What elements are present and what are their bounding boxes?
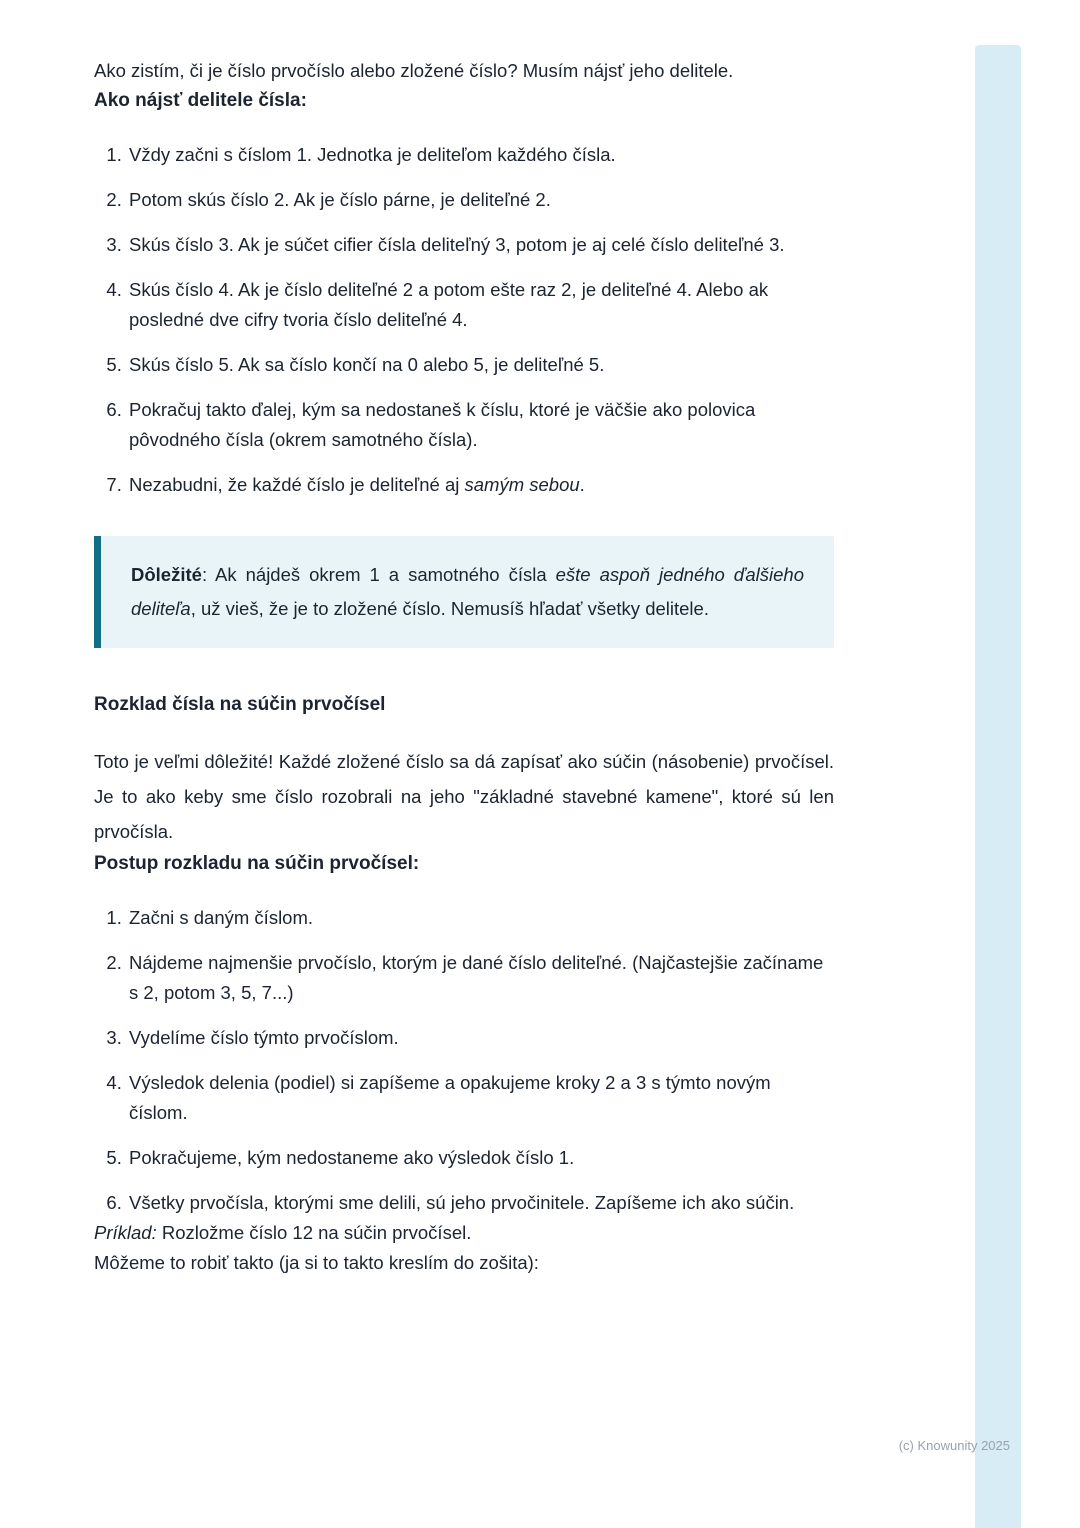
list-item	[127, 185, 834, 215]
list-item-text: Všetky prvočísla, ktorými sme delili, sú jeho prvočinitele. Zapíšeme ich ako súčin.	[129, 1192, 795, 1213]
important-callout	[94, 536, 834, 648]
list-item	[127, 470, 834, 500]
example-label: Príklad:	[94, 1222, 157, 1243]
heading-decomposition-steps: Postup rozkladu na súčin prvočísel:	[94, 853, 420, 874]
callout-paragraph	[131, 558, 804, 626]
watermark: (c) Knowunity 2025	[898, 1438, 1010, 1453]
list-item	[127, 1023, 834, 1053]
list-item	[127, 903, 834, 933]
list-item	[127, 1188, 834, 1218]
example-text: Rozložme číslo 12 na súčin prvočísel.	[156, 1222, 472, 1243]
callout-text: , už vieš, že je to zložené číslo. Nemusíš hľadať všetky delitele.	[190, 598, 709, 619]
list-item	[127, 395, 834, 455]
heading-decomposition: Rozklad čísla na súčin prvočísel	[94, 694, 386, 715]
list-item-text: Pokračujeme, kým nedostaneme ako výsledok číslo 1.	[129, 1147, 575, 1168]
list-item-text: Vydelíme číslo týmto prvočíslom.	[129, 1027, 399, 1048]
decomposition-paragraph: Toto je veľmi dôležité! Každé zložené číslo sa dá zapísať ako súčin (násobenie) prvočísel. Je to ako keby sme číslo rozobrali na jeho "základné stavebné kamene", ktoré sú len prvočísla.	[94, 751, 834, 842]
list-item-text: Nezabudni, že každé číslo je deliteľné aj	[129, 474, 465, 495]
example-paragraph	[94, 1218, 834, 1248]
callout-emphasis: ešte aspoň jedného ďalšieho deliteľa	[131, 564, 804, 619]
list-item	[127, 1143, 834, 1173]
list-item	[127, 948, 834, 1008]
list-item	[127, 275, 834, 335]
list-item-text: Začni s daným číslom.	[129, 907, 314, 928]
list-item	[127, 1068, 834, 1128]
list-item	[127, 230, 834, 260]
list-item-text: Potom skús číslo 2. Ak je číslo párne, je deliteľné 2.	[129, 189, 551, 210]
list-item-text: Vždy začni s číslom 1. Jednotka je deliteľom každého čísla.	[129, 144, 616, 165]
list-item-text: Skús číslo 4. Ak je číslo deliteľné 2 a potom ešte raz 2, je deliteľné 4. Alebo ak posledné dve cifry tvoria číslo deliteľné 4.	[129, 279, 769, 330]
find-divisors-list	[94, 140, 834, 500]
side-accent-strip	[975, 45, 1021, 1528]
callout-text: : Ak nájdeš okrem 1 a samotného čísla	[201, 564, 556, 585]
list-item	[127, 350, 834, 380]
list-item-text: Pokračuj takto ďalej, kým sa nedostaneš k číslu, ktoré je väčšie ako polovica pôvodného čísla (okrem samotného čísla).	[129, 399, 756, 450]
decomposition-steps-list	[94, 903, 834, 1218]
list-item	[127, 140, 834, 170]
list-item-text: .	[579, 474, 585, 495]
intro-paragraph: Ako zistím, či je číslo prvočíslo alebo zložené číslo? Musím nájsť jeho delitele.	[94, 60, 734, 81]
callout-label: Dôležité	[131, 564, 202, 585]
list-item-emphasis: samým sebou	[464, 474, 580, 495]
document-content	[94, 56, 834, 1278]
list-item-text: Výsledok delenia (podiel) si zapíšeme a opakujeme kroky 2 a 3 s týmto novým číslom.	[129, 1072, 771, 1123]
list-item-text: Skús číslo 3. Ak je súčet cifier čísla deliteľný 3, potom je aj celé číslo deliteľné 3.	[129, 234, 785, 255]
closing-paragraph: Môžeme to robiť takto (ja si to takto kreslím do zošita):	[94, 1252, 539, 1273]
heading-find-divisors: Ako nájsť delitele čísla:	[94, 90, 307, 111]
list-item-text: Nájdeme najmenšie prvočíslo, ktorým je dané číslo deliteľné. (Najčastejšie začíname s 2, potom 3, 5, 7...)	[129, 952, 824, 1003]
list-item-text: Skús číslo 5. Ak sa číslo končí na 0 alebo 5, je deliteľné 5.	[129, 354, 605, 375]
